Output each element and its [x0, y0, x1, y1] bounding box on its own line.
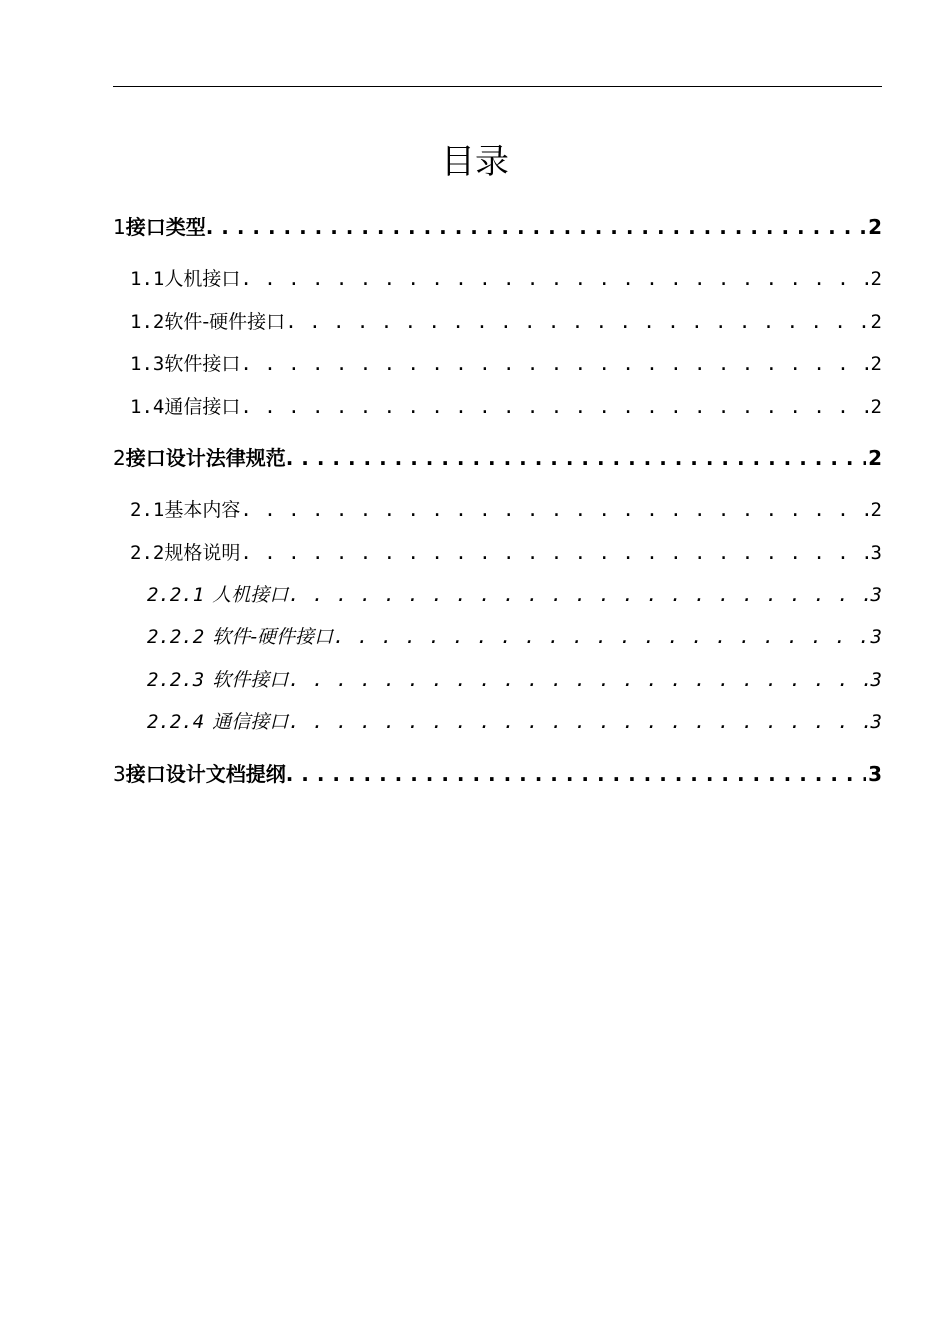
- header-rule: [113, 86, 882, 87]
- toc-entry-title: 基本内容: [164, 499, 241, 521]
- toc-entry-title: 接口类型: [125, 215, 206, 239]
- toc-entry-number: 2.1: [130, 499, 165, 521]
- toc-entry-title: 通信接口: [212, 711, 289, 733]
- toc-entry-1-2[interactable]: [130, 308, 882, 336]
- toc-entry-title: 软件接口: [164, 353, 241, 375]
- toc-entry-page: 2: [868, 446, 882, 470]
- toc-entry-number: 2.2.2: [147, 626, 205, 648]
- toc-entry-page: 3: [870, 542, 882, 564]
- toc-entry-number: 1.2: [130, 311, 165, 333]
- toc-dot-leader: [240, 265, 868, 293]
- toc-entry-1-3[interactable]: [130, 350, 882, 378]
- toc-entry-page: 2: [870, 268, 882, 290]
- toc-dot-leader: [285, 308, 868, 336]
- toc-entry-1[interactable]: [113, 213, 882, 241]
- toc-entry-number: 1: [113, 215, 126, 239]
- toc-entry-number: 2.2: [130, 542, 165, 564]
- toc-entry-title: 接口设计文档提纲: [125, 762, 286, 786]
- toc-entry-number: 1.1: [130, 268, 165, 290]
- toc-entry-page: 3: [870, 584, 882, 606]
- toc-dot-leader: [286, 444, 866, 472]
- toc-entry-page: 3: [870, 626, 882, 648]
- toc-entry-number: 2.2.4: [147, 711, 205, 733]
- toc-entry-title: 软件-硬件接口: [212, 626, 334, 648]
- toc-entry-2-2-4[interactable]: [147, 708, 882, 736]
- toc-entry-title: 接口设计法律规范: [125, 446, 286, 470]
- toc-entry-number: 2.2.1: [147, 584, 205, 606]
- toc-entry-page: 3: [870, 711, 882, 733]
- toc-entry-2-2-3[interactable]: [147, 666, 882, 694]
- toc-dot-leader: [288, 666, 868, 694]
- toc-entry-title: 人机接口: [164, 268, 241, 290]
- toc-entry-title: 规格说明: [164, 542, 241, 564]
- toc-entry-number: 2.2.3: [147, 669, 205, 691]
- toc-entry-page: 3: [868, 762, 882, 786]
- toc-entry-title: 人机接口: [212, 584, 289, 606]
- toc-entry-1-1[interactable]: [130, 265, 882, 293]
- toc-dot-leader: [333, 623, 868, 651]
- toc-entry-number: 1.4: [130, 396, 165, 418]
- toc-dot-leader: [240, 539, 868, 567]
- toc-entry-title: 通信接口: [164, 396, 241, 418]
- toc-title: 目录: [441, 142, 509, 182]
- toc-entry-number: 1.3: [130, 353, 165, 375]
- toc-entry-2-1[interactable]: [130, 496, 882, 524]
- toc-dot-leader: [286, 760, 866, 788]
- toc-dot-leader: [240, 496, 868, 524]
- toc-entry-2-2[interactable]: [130, 539, 882, 567]
- toc-dot-leader: [240, 350, 868, 378]
- toc-entry-2-2-1[interactable]: [147, 581, 882, 609]
- toc-entry-page: 2: [868, 215, 882, 239]
- toc-entry-title: 软件接口: [212, 669, 289, 691]
- toc-entry-page: 2: [870, 353, 882, 375]
- toc-entry-page: 2: [870, 311, 882, 333]
- toc-entry-2[interactable]: [113, 444, 882, 472]
- toc-dot-leader: [288, 581, 868, 609]
- toc-entry-number: 3: [113, 762, 126, 786]
- toc-entry-title: 软件-硬件接口: [164, 311, 286, 333]
- toc-entry-3[interactable]: [113, 760, 882, 788]
- toc-entry-page: 2: [870, 499, 882, 521]
- toc-entry-2-2-2[interactable]: [147, 623, 882, 651]
- toc-entry-number: 2: [113, 446, 126, 470]
- toc-entry-1-4[interactable]: [130, 393, 882, 421]
- toc-entry-page: 2: [870, 396, 882, 418]
- toc-dot-leader: [206, 213, 866, 241]
- toc-dot-leader: [288, 708, 868, 736]
- toc-dot-leader: [240, 393, 868, 421]
- toc-entry-page: 3: [870, 669, 882, 691]
